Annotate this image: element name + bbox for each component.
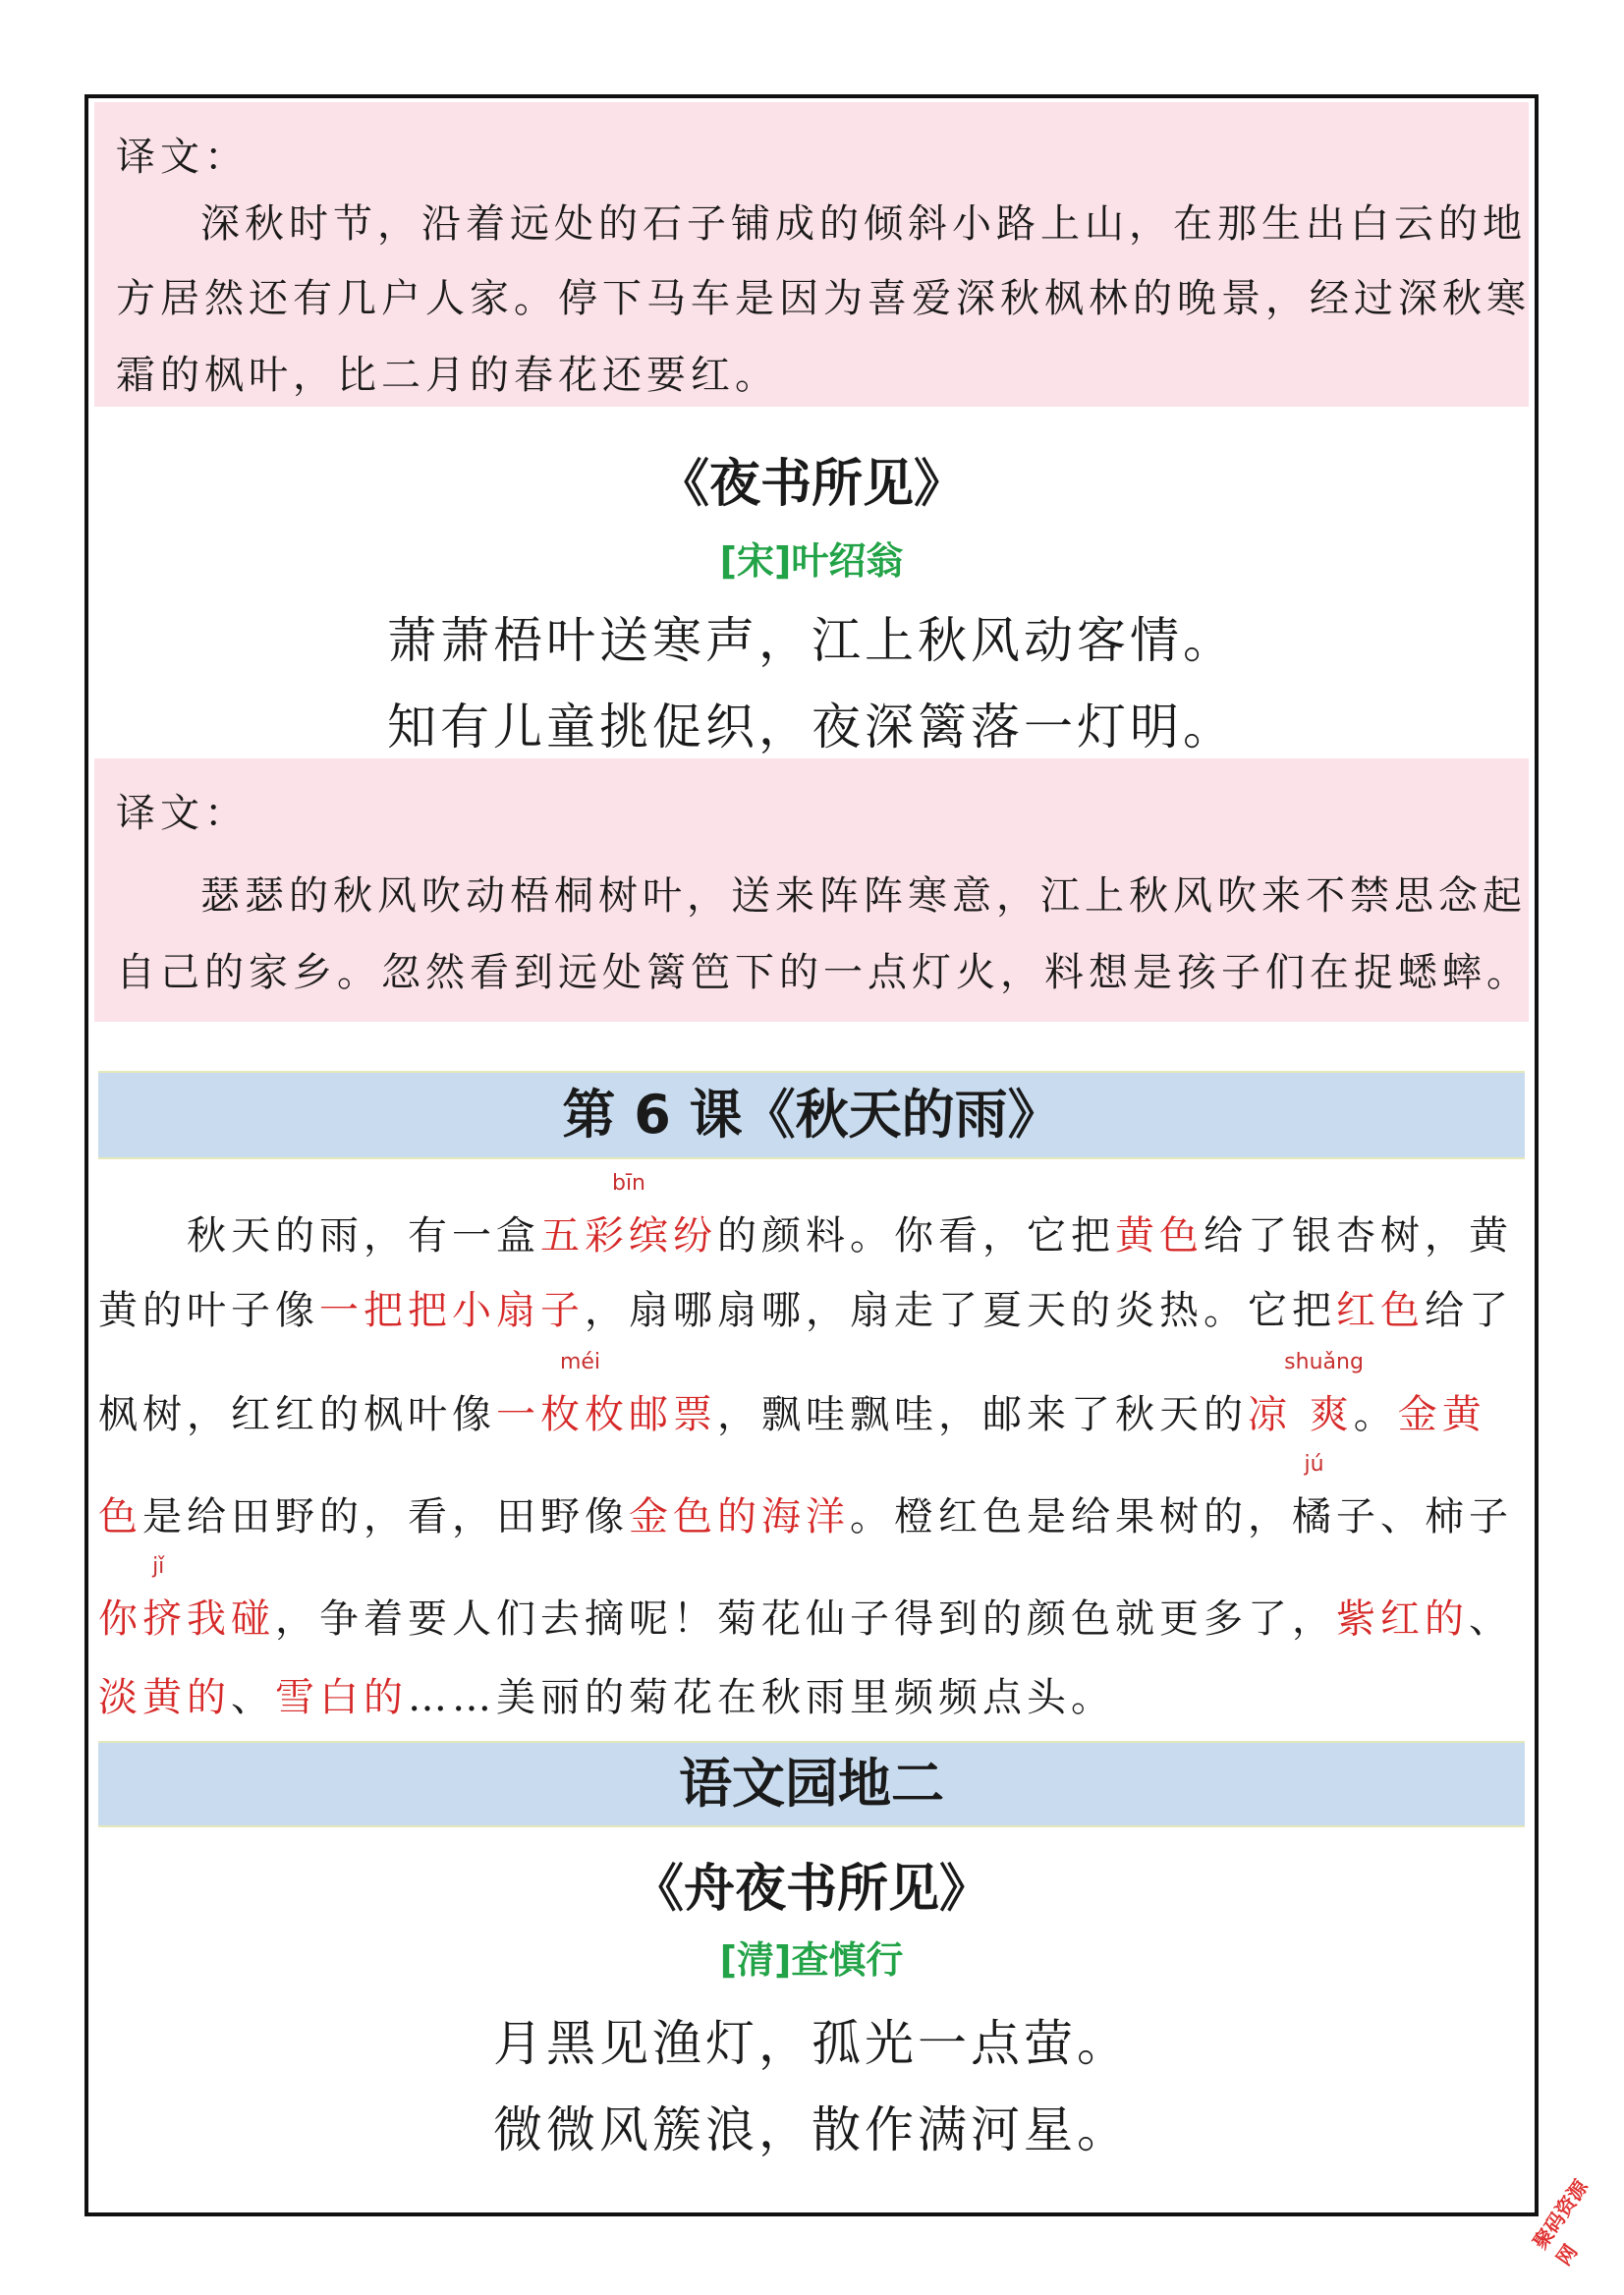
phrase-highlight: bīn 五彩缤纷 (540, 1171, 717, 1259)
poem-title: 《舟夜书所见》 (632, 1859, 990, 1919)
translation-label: 译文： (116, 135, 249, 180)
poem-author: [宋]叶绍翁 (719, 539, 904, 583)
phrase-highlight: jǐ 你挤我碰 (98, 1554, 275, 1642)
lesson-line-4: 色是给田野的，看，田野像金色的海洋。橙红色是给果树的， jú 橘子、柿子 (98, 1452, 1513, 1539)
phrase-highlight: méi 一枚枚邮票 (496, 1350, 717, 1437)
poem-author: [清]查慎行 (719, 1938, 904, 1982)
translation-line: 方居然还有几户人家。停下马车是因为喜爱深秋枫林的晚景，经过深秋寒 (116, 276, 1531, 321)
lesson-line-5: jǐ 你挤我碰，争着要人们去摘呢！菊花仙子得到的颜色就更多了，紫红的、 (98, 1554, 1513, 1642)
lesson-line-1: 秋天的雨，有一盒 bīn 五彩缤纷的颜料。你看，它把黄色给了银杏树，黄 (187, 1171, 1513, 1259)
poem-title: 《夜书所见》 (657, 454, 965, 514)
lesson-line-3: 枫树，红红的枫叶像 méi 一枚枚邮票，飘哇飘哇，邮来了秋天的 shuǎng 凉 爽。金黄 (98, 1350, 1486, 1437)
poem-line: 萧萧梧叶送寒声，江上秋风动客情。 (387, 612, 1236, 669)
translation-line: 霜的枫叶，比二月的春花还要红。 (116, 353, 779, 398)
garden-heading: 语文园地二 (98, 1741, 1525, 1827)
poem-line: 月黑见渔灯，孤光一点萤。 (493, 2015, 1130, 2072)
lesson-heading: 第 6 课《秋天的雨》 (98, 1071, 1525, 1159)
poem-line: 微微风簇浪，散作满河星。 (493, 2101, 1130, 2158)
watermark-stamp: 聚码资源网 (1528, 2175, 1593, 2270)
translation-line: 瑟瑟的秋风吹动梧桐树叶，送来阵阵寒意，江上秋风吹来不禁思念起 (200, 873, 1527, 919)
translation-line: 深秋时节，沿着远处的石子铺成的倾斜小路上山，在那生出白云的地 (200, 201, 1527, 247)
translation-label: 译文： (116, 791, 249, 836)
poem-line: 知有儿童挑促织，夜深篱落一灯明。 (387, 699, 1236, 756)
translation-line: 自己的家乡。忽然看到远处篱笆下的一点灯火，料想是孩子们在捉蟋蟀。 (116, 950, 1531, 995)
lesson-line-6: 淡黄的、雪白的……美丽的菊花在秋雨里频频点头。 (98, 1675, 1115, 1720)
phrase-highlight: shuǎng 凉 爽 (1248, 1350, 1364, 1437)
lesson-line-2: 黄的叶子像一把把小扇子，扇哪扇哪，扇走了夏天的炎热。它把红色给了 (98, 1288, 1513, 1333)
